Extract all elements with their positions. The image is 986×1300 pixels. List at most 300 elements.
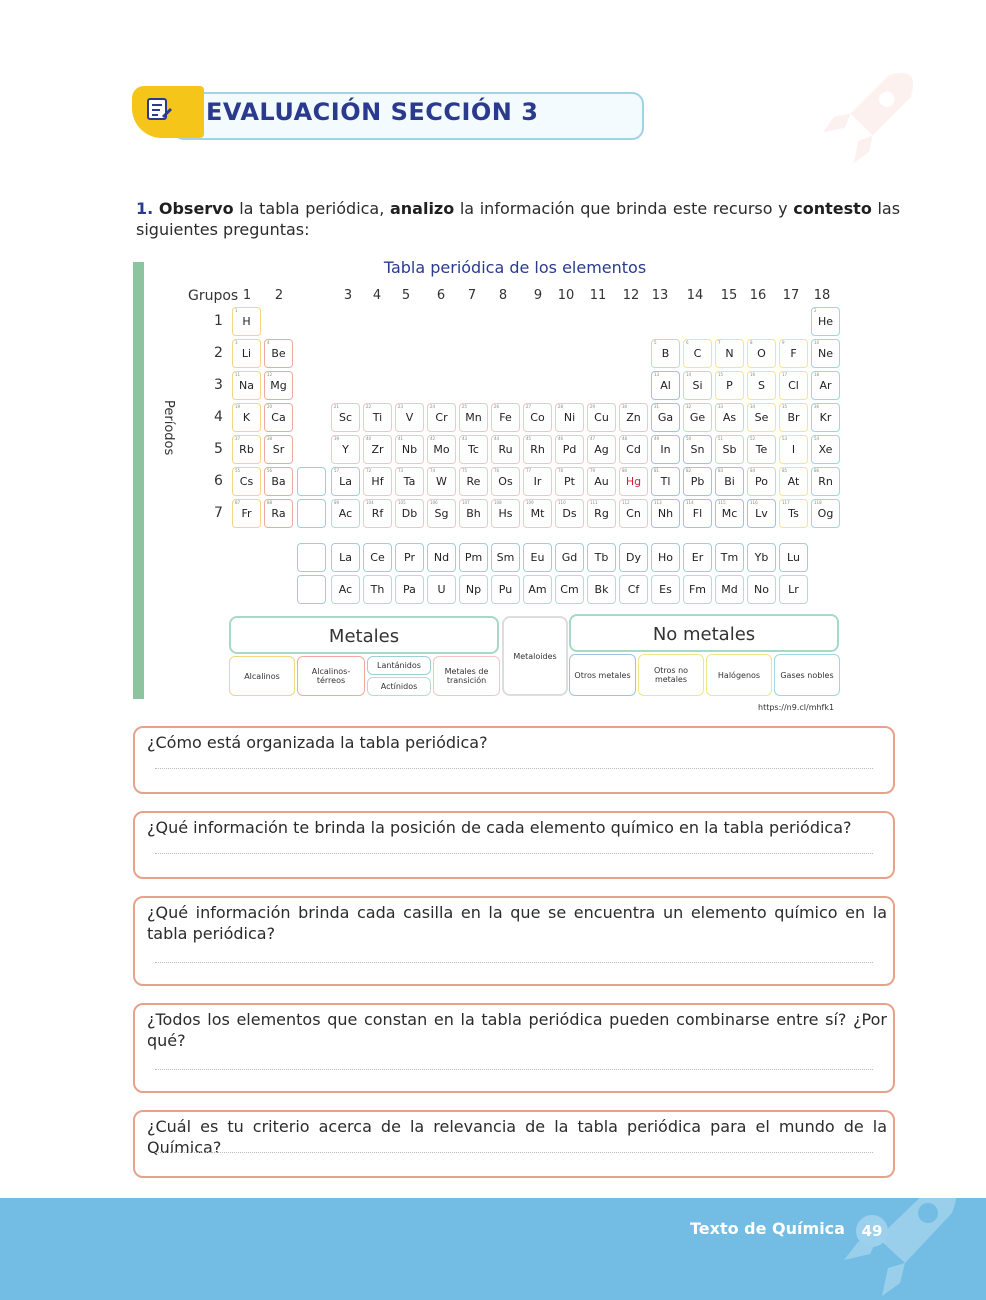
question-box-5[interactable] — [133, 1110, 895, 1178]
atomic-number: 16 — [750, 372, 756, 377]
atomic-number: 106 — [430, 500, 438, 505]
atomic-number: 87 — [235, 500, 241, 505]
atomic-number: 79 — [590, 468, 596, 473]
period-number-5: 5 — [214, 441, 223, 457]
element-se[interactable] — [747, 403, 776, 432]
element-md[interactable] — [715, 575, 744, 604]
element-symbol: Cd — [626, 443, 641, 456]
intro-text-1: la tabla periódica, — [233, 199, 390, 218]
element-at[interactable] — [779, 467, 808, 496]
element-in[interactable] — [651, 435, 680, 464]
element-symbol: Ac — [338, 507, 353, 520]
element-symbol: In — [660, 443, 671, 456]
element-la[interactable] — [331, 467, 360, 496]
element-ni[interactable] — [555, 403, 584, 432]
atomic-number: 89 — [334, 500, 340, 505]
legend-metales — [229, 616, 499, 654]
placeholder-cell — [297, 575, 326, 604]
element-symbol: Tm — [720, 551, 739, 564]
element-es[interactable] — [651, 575, 680, 604]
element-ac[interactable] — [331, 575, 360, 604]
element-symbol: Li — [241, 347, 252, 360]
element-symbol: Fl — [692, 507, 703, 520]
element-lv[interactable] — [747, 499, 776, 528]
atomic-number: 57 — [334, 468, 340, 473]
element-pr[interactable] — [395, 543, 424, 572]
atomic-number: 114 — [686, 500, 694, 505]
header-icon-box — [132, 86, 204, 138]
element-hf[interactable] — [363, 467, 392, 496]
element-symbol: Tl — [660, 475, 671, 488]
element-symbol: Gd — [561, 551, 578, 564]
element-symbol: Sg — [434, 507, 449, 520]
element-as[interactable] — [715, 403, 744, 432]
element-dy[interactable] — [619, 543, 648, 572]
element-ta[interactable] — [395, 467, 424, 496]
period-number-4: 4 — [214, 409, 223, 425]
element-symbol: Np — [465, 583, 482, 596]
element-cn[interactable] — [619, 499, 648, 528]
atomic-number: 52 — [750, 436, 756, 441]
element-nh[interactable] — [651, 499, 680, 528]
element-og[interactable] — [811, 499, 840, 528]
element-no[interactable] — [747, 575, 776, 604]
element-lu[interactable] — [779, 543, 808, 572]
element-s[interactable] — [747, 371, 776, 400]
element-ba[interactable] — [264, 467, 293, 496]
atomic-number: 55 — [235, 468, 241, 473]
atomic-number: 86 — [814, 468, 820, 473]
element-rh[interactable] — [523, 435, 552, 464]
legend-halogenos: Halógenos — [706, 654, 772, 696]
element-ga[interactable] — [651, 403, 680, 432]
atomic-number: 104 — [366, 500, 374, 505]
element-ne[interactable] — [811, 339, 840, 368]
element-symbol: As — [722, 411, 737, 424]
element-co[interactable] — [523, 403, 552, 432]
element-nb[interactable] — [395, 435, 424, 464]
element-symbol: Rf — [371, 507, 384, 520]
atomic-number: 18 — [814, 372, 820, 377]
element-rn[interactable] — [811, 467, 840, 496]
group-number-3: 3 — [343, 288, 353, 303]
atomic-number: 53 — [782, 436, 788, 441]
atomic-number: 34 — [750, 404, 756, 409]
atomic-number: 12 — [267, 372, 273, 377]
element-symbol: Og — [817, 507, 834, 520]
atomic-number: 111 — [590, 500, 598, 505]
element-cf[interactable] — [619, 575, 648, 604]
element-mn[interactable] — [459, 403, 488, 432]
element-fr[interactable] — [232, 499, 261, 528]
element-la[interactable] — [331, 543, 360, 572]
element-hs[interactable] — [491, 499, 520, 528]
atomic-number: 9 — [782, 340, 785, 345]
element-symbol: Ce — [370, 551, 385, 564]
element-symbol: Au — [594, 475, 609, 488]
rocket-watermark-icon — [812, 64, 922, 174]
legend-actinidos: Actínidos — [367, 677, 431, 696]
element-sm[interactable] — [491, 543, 520, 572]
element-c[interactable] — [683, 339, 712, 368]
answer-line[interactable] — [155, 853, 873, 854]
atomic-number: 17 — [782, 372, 788, 377]
element-kr[interactable] — [811, 403, 840, 432]
element-symbol: La — [339, 475, 352, 488]
element-sg[interactable] — [427, 499, 456, 528]
element-symbol: At — [787, 475, 800, 488]
element-fe[interactable] — [491, 403, 520, 432]
element-ts[interactable] — [779, 499, 808, 528]
section-header — [132, 86, 644, 142]
element-symbol: Es — [659, 583, 672, 596]
element-zr[interactable] — [363, 435, 392, 464]
element-be[interactable] — [264, 339, 293, 368]
answer-line[interactable] — [155, 1069, 873, 1070]
element-te[interactable] — [747, 435, 776, 464]
atomic-number: 21 — [334, 404, 340, 409]
atomic-number: 37 — [235, 436, 241, 441]
element-ru[interactable] — [491, 435, 520, 464]
atomic-number: 85 — [782, 468, 788, 473]
element-ra[interactable] — [264, 499, 293, 528]
element-sb[interactable] — [715, 435, 744, 464]
element-ca[interactable] — [264, 403, 293, 432]
element-au[interactable] — [587, 467, 616, 496]
element-sr[interactable] — [264, 435, 293, 464]
element-symbol: Th — [370, 583, 385, 596]
atomic-number: 41 — [398, 436, 404, 441]
element-symbol: Ga — [657, 411, 674, 424]
element-gd[interactable] — [555, 543, 584, 572]
atomic-number: 25 — [462, 404, 468, 409]
rocket-icon — [830, 1168, 970, 1300]
atomic-number: 80 — [622, 468, 628, 473]
element-symbol: Ba — [271, 475, 286, 488]
element-y[interactable] — [331, 435, 360, 464]
element-na[interactable] — [232, 371, 261, 400]
period-number-6: 6 — [214, 473, 223, 489]
element-b[interactable] — [651, 339, 680, 368]
element-rg[interactable] — [587, 499, 616, 528]
element-symbol: Am — [528, 583, 547, 596]
element-symbol: No — [754, 583, 769, 596]
element-cm[interactable] — [555, 575, 584, 604]
atomic-number: 54 — [814, 436, 820, 441]
element-symbol: U — [437, 583, 446, 596]
atomic-number: 19 — [235, 404, 241, 409]
answer-line[interactable] — [155, 962, 873, 963]
element-symbol: Pd — [562, 443, 577, 456]
element-ce[interactable] — [363, 543, 392, 572]
atomic-number: 44 — [494, 436, 500, 441]
group-number-9: 9 — [533, 288, 543, 303]
element-i[interactable] — [779, 435, 808, 464]
legend-alcalinoterreos: Alcalinos-térreos — [297, 656, 365, 696]
atomic-number: 1 — [235, 308, 238, 313]
element-symbol: Ta — [403, 475, 416, 488]
element-symbol: Tc — [468, 443, 479, 456]
element-symbol: Pa — [403, 583, 416, 596]
atomic-number: 38 — [267, 436, 273, 441]
element-sc[interactable] — [331, 403, 360, 432]
element-symbol: N — [725, 347, 734, 360]
element-symbol: Co — [530, 411, 545, 424]
element-symbol: Cm — [560, 583, 579, 596]
element-symbol: Hf — [371, 475, 384, 488]
element-symbol: Rb — [239, 443, 254, 456]
element-hg[interactable] — [619, 467, 648, 496]
element-tb[interactable] — [587, 543, 616, 572]
element-bh[interactable] — [459, 499, 488, 528]
element-pt[interactable] — [555, 467, 584, 496]
atomic-number: 74 — [430, 468, 436, 473]
group-number-13: 13 — [651, 288, 669, 303]
question-box-2[interactable] — [133, 811, 895, 879]
source-url[interactable]: https://n9.cl/mhfk1 — [758, 703, 835, 712]
atomic-number: 20 — [267, 404, 273, 409]
element-symbol: Br — [787, 411, 800, 424]
page-number: 49 — [856, 1215, 888, 1247]
element-symbol: Ac — [338, 583, 353, 596]
legend-otros-no-metales: Otros no metales — [638, 654, 704, 696]
element-rb[interactable] — [232, 435, 261, 464]
atomic-number: 105 — [398, 500, 406, 505]
element-symbol: He — [817, 315, 834, 328]
element-symbol: Al — [660, 379, 671, 392]
element-p[interactable] — [715, 371, 744, 400]
element-db[interactable] — [395, 499, 424, 528]
legend-no-metales — [569, 614, 839, 652]
element-bi[interactable] — [715, 467, 744, 496]
element-symbol: Rn — [818, 475, 833, 488]
element-zn[interactable] — [619, 403, 648, 432]
element-cs[interactable] — [232, 467, 261, 496]
element-f[interactable] — [779, 339, 808, 368]
atomic-number: 11 — [235, 372, 241, 377]
element-sn[interactable] — [683, 435, 712, 464]
atomic-number: 56 — [267, 468, 273, 473]
element-symbol: Se — [754, 411, 769, 424]
atomic-number: 40 — [366, 436, 372, 441]
element-br[interactable] — [779, 403, 808, 432]
element-os[interactable] — [491, 467, 520, 496]
atomic-number: 32 — [686, 404, 692, 409]
element-symbol: Nh — [657, 507, 674, 520]
element-rf[interactable] — [363, 499, 392, 528]
element-ir[interactable] — [523, 467, 552, 496]
element-symbol: Zn — [626, 411, 641, 424]
element-fm[interactable] — [683, 575, 712, 604]
element-pd[interactable] — [555, 435, 584, 464]
element-ac[interactable] — [331, 499, 360, 528]
atomic-number: 73 — [398, 468, 404, 473]
element-k[interactable] — [232, 403, 261, 432]
element-lr[interactable] — [779, 575, 808, 604]
element-symbol: Fe — [499, 411, 512, 424]
element-po[interactable] — [747, 467, 776, 496]
group-number-16: 16 — [749, 288, 767, 303]
question-text: ¿Qué información brinda cada casilla en la que se encuentra un elemento químico en la tabla periódica? — [147, 903, 887, 943]
element-symbol: Ru — [498, 443, 513, 456]
element-np[interactable] — [459, 575, 488, 604]
groups-label: Grupos — [188, 288, 239, 304]
atomic-number: 6 — [686, 340, 689, 345]
group-number-11: 11 — [589, 288, 607, 303]
answer-line[interactable] — [155, 768, 873, 769]
element-tm[interactable] — [715, 543, 744, 572]
element-pa[interactable] — [395, 575, 424, 604]
element-am[interactable] — [523, 575, 552, 604]
element-symbol: Cr — [435, 411, 448, 424]
element-mg[interactable] — [264, 371, 293, 400]
element-symbol: Lu — [787, 551, 800, 564]
question-box-4[interactable] — [133, 1003, 895, 1093]
periodic-table-title: Tabla periódica de los elementos — [383, 258, 647, 277]
element-symbol: Sc — [338, 411, 353, 424]
element-symbol: P — [726, 379, 733, 392]
atomic-number: 81 — [654, 468, 660, 473]
element-symbol: Ca — [271, 411, 286, 424]
element-yb[interactable] — [747, 543, 776, 572]
element-symbol: Bh — [466, 507, 481, 520]
element-ds[interactable] — [555, 499, 584, 528]
atomic-number: 14 — [686, 372, 692, 377]
element-xe[interactable] — [811, 435, 840, 464]
element-eu[interactable] — [523, 543, 552, 572]
atomic-number: 83 — [718, 468, 724, 473]
element-symbol: Cu — [594, 411, 609, 424]
element-fl[interactable] — [683, 499, 712, 528]
element-al[interactable] — [651, 371, 680, 400]
element-symbol: Er — [691, 551, 704, 564]
legend-transicion: Metales de transición — [433, 656, 500, 696]
element-symbol: Ds — [562, 507, 577, 520]
element-symbol: Mc — [721, 507, 738, 520]
element-v[interactable] — [395, 403, 424, 432]
element-li[interactable] — [232, 339, 261, 368]
atomic-number: 2 — [814, 308, 817, 313]
element-symbol: Y — [342, 443, 349, 456]
answer-line[interactable] — [155, 1152, 873, 1153]
element-pm[interactable] — [459, 543, 488, 572]
element-mo[interactable] — [427, 435, 456, 464]
group-number-15: 15 — [720, 288, 738, 303]
element-symbol: Ag — [594, 443, 609, 456]
question-text: ¿Qué información te brinda la posición de cada elemento químico en la tabla periódica? — [147, 818, 852, 837]
element-o[interactable] — [747, 339, 776, 368]
element-bk[interactable] — [587, 575, 616, 604]
question-box-3[interactable] — [133, 896, 895, 986]
atomic-number: 116 — [750, 500, 758, 505]
atomic-number: 43 — [462, 436, 468, 441]
element-symbol: I — [791, 443, 796, 456]
element-tc[interactable] — [459, 435, 488, 464]
element-symbol: Ir — [533, 475, 542, 488]
element-re[interactable] — [459, 467, 488, 496]
element-symbol: Db — [401, 507, 418, 520]
question-box-1[interactable] — [133, 726, 895, 794]
element-cd[interactable] — [619, 435, 648, 464]
element-h[interactable] — [232, 307, 261, 336]
element-th[interactable] — [363, 575, 392, 604]
element-er[interactable] — [683, 543, 712, 572]
element-symbol: Cs — [239, 475, 254, 488]
element-symbol: O — [757, 347, 766, 360]
element-symbol: Pr — [404, 551, 415, 564]
element-ti[interactable] — [363, 403, 392, 432]
period-number-2: 2 — [214, 345, 223, 361]
element-u[interactable] — [427, 575, 456, 604]
element-ge[interactable] — [683, 403, 712, 432]
element-symbol: Ho — [657, 551, 673, 564]
group-number-12: 12 — [622, 288, 640, 303]
atomic-number: 7 — [718, 340, 721, 345]
atomic-number: 10 — [814, 340, 820, 345]
atomic-number: 30 — [622, 404, 628, 409]
group-number-1: 1 — [242, 288, 252, 303]
element-symbol: Fr — [241, 507, 252, 520]
atomic-number: 110 — [558, 500, 566, 505]
element-mt[interactable] — [523, 499, 552, 528]
periods-label: Períodos — [161, 400, 176, 456]
element-symbol: Ra — [271, 507, 286, 520]
element-symbol: Na — [239, 379, 254, 392]
instructions — [136, 198, 900, 240]
element-symbol: Ar — [819, 379, 832, 392]
atomic-number: 26 — [494, 404, 500, 409]
legend-alcalinos: Alcalinos — [229, 656, 295, 696]
atomic-number: 117 — [782, 500, 790, 505]
element-cr[interactable] — [427, 403, 456, 432]
element-symbol: Bi — [724, 475, 735, 488]
element-he[interactable] — [811, 307, 840, 336]
element-symbol: S — [758, 379, 765, 392]
element-symbol: Yb — [754, 551, 769, 564]
atomic-number: 84 — [750, 468, 756, 473]
element-symbol: La — [339, 551, 352, 564]
element-symbol: Rg — [594, 507, 609, 520]
placeholder-cell — [297, 499, 326, 528]
atomic-number: 15 — [718, 372, 724, 377]
element-pb[interactable] — [683, 467, 712, 496]
element-ar[interactable] — [811, 371, 840, 400]
element-cu[interactable] — [587, 403, 616, 432]
placeholder-cell — [297, 467, 326, 496]
element-symbol: Md — [721, 583, 738, 596]
atomic-number: 49 — [654, 436, 660, 441]
element-nd[interactable] — [427, 543, 456, 572]
element-tl[interactable] — [651, 467, 680, 496]
element-symbol: Bk — [594, 583, 609, 596]
element-ag[interactable] — [587, 435, 616, 464]
atomic-number: 77 — [526, 468, 532, 473]
element-n[interactable] — [715, 339, 744, 368]
element-symbol: C — [693, 347, 702, 360]
element-w[interactable] — [427, 467, 456, 496]
atomic-number: 39 — [334, 436, 340, 441]
element-si[interactable] — [683, 371, 712, 400]
element-symbol: Pu — [498, 583, 513, 596]
footer-book-title: Texto de Química — [690, 1219, 845, 1238]
element-pu[interactable] — [491, 575, 520, 604]
element-cl[interactable] — [779, 371, 808, 400]
atomic-number: 3 — [235, 340, 238, 345]
element-mc[interactable] — [715, 499, 744, 528]
legend-metaloides-label: Metaloides — [513, 652, 557, 661]
element-ho[interactable] — [651, 543, 680, 572]
element-symbol: Ti — [372, 411, 383, 424]
